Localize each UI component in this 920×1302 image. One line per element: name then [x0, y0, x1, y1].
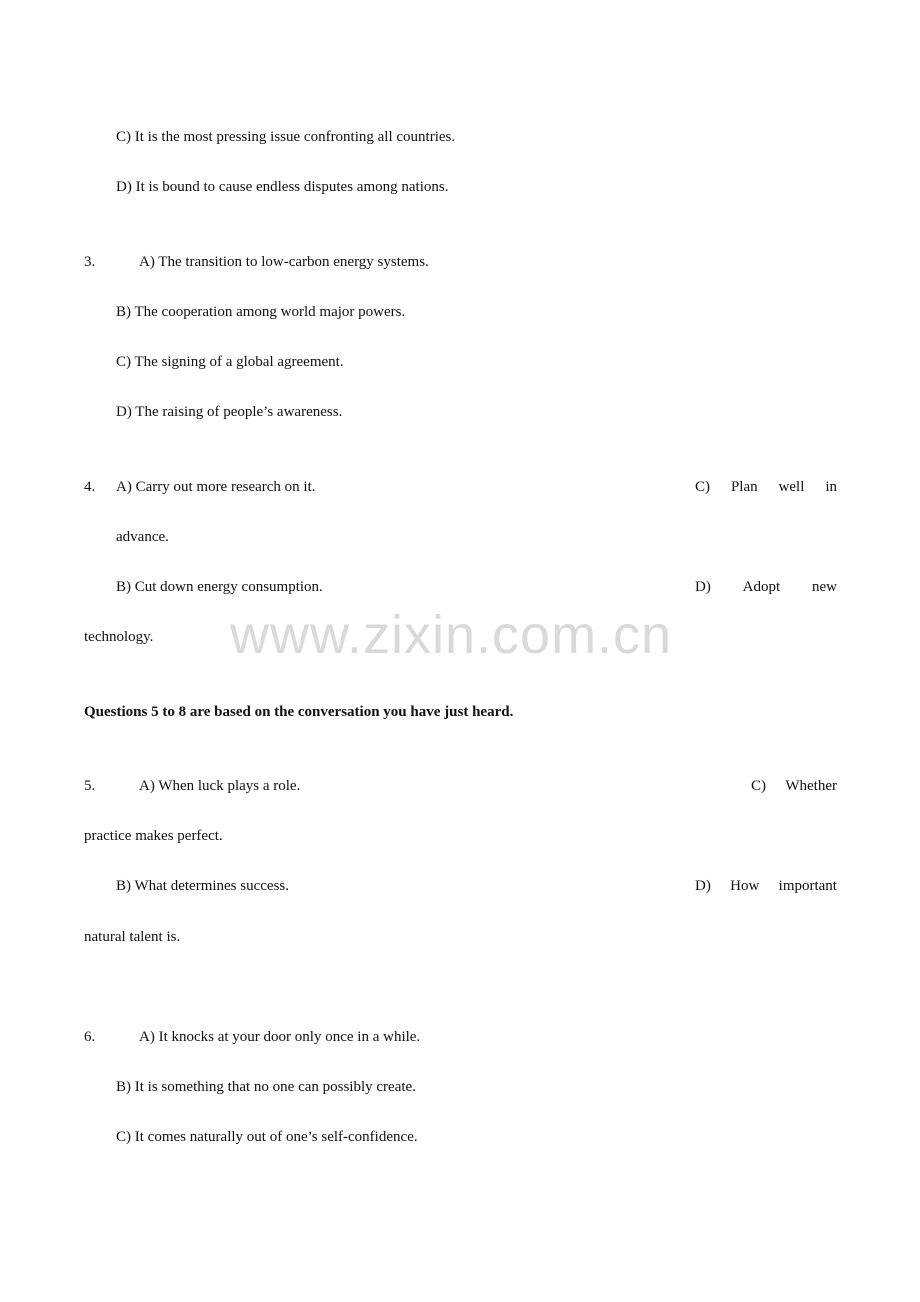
q5-option-c-word: Whether — [785, 778, 837, 794]
q4-option-d-continuation: technology. — [84, 629, 154, 645]
q5-option-a: A) When luck plays a role. — [139, 778, 301, 794]
q4-option-d — [695, 578, 837, 596]
q4-option-a: A) Carry out more research on it. — [116, 479, 316, 495]
q5-option-c — [751, 777, 837, 795]
q4-option-d-word: D) — [695, 579, 711, 595]
q4-option-c-continuation: advance. — [116, 529, 169, 545]
q6-option-a: A) It knocks at your door only once in a while. — [139, 1029, 421, 1045]
q5-option-c-word: C) — [751, 778, 766, 794]
q2-option-c: C) It is the most pressing issue confronting all countries. — [116, 129, 456, 145]
q5-option-d-continuation: natural talent is. — [84, 929, 181, 945]
q4-option-d-word: new — [811, 579, 837, 595]
q4-option-c-word: Plan — [730, 479, 758, 495]
q6-option-c: C) It comes naturally out of one’s self-confidence. — [116, 1129, 418, 1145]
q3-option-b: B) The cooperation among world major powers. — [116, 304, 406, 320]
section-heading: Questions 5 to 8 are based on the conversation you have just heard. — [84, 704, 514, 720]
q4-option-c-word: C) — [695, 479, 710, 495]
q4-option-c-word: well — [778, 479, 805, 495]
q4-option-b: B) Cut down energy consumption. — [116, 579, 323, 595]
q4-option-c — [695, 478, 837, 496]
q5-option-b: B) What determines success. — [116, 878, 290, 894]
q6-option-b: B) It is something that no one can possibly create. — [116, 1079, 416, 1095]
q5-option-c-continuation: practice makes perfect. — [84, 828, 223, 844]
q5-option-d — [695, 877, 837, 895]
q5-number: 5. — [84, 778, 96, 794]
q4-option-c-word: in — [825, 479, 837, 495]
q2-option-d: D) It is bound to cause endless disputes among nations. — [116, 179, 449, 195]
q3-option-a: A) The transition to low-carbon energy systems. — [139, 254, 429, 270]
q3-option-d: D) The raising of people’s awareness. — [116, 404, 343, 420]
q3-option-c: C) The signing of a global agreement. — [116, 354, 344, 370]
q4-option-d-word: Adopt — [742, 579, 781, 595]
q5-option-d-word: How — [730, 878, 760, 894]
q5-option-d-word: important — [778, 878, 837, 894]
q6-number: 6. — [84, 1029, 96, 1045]
q4-number: 4. — [84, 479, 96, 495]
watermark-text: www.zixin.com.cn — [230, 605, 673, 665]
q5-option-d-word: D) — [695, 878, 711, 894]
q3-number: 3. — [84, 254, 96, 270]
